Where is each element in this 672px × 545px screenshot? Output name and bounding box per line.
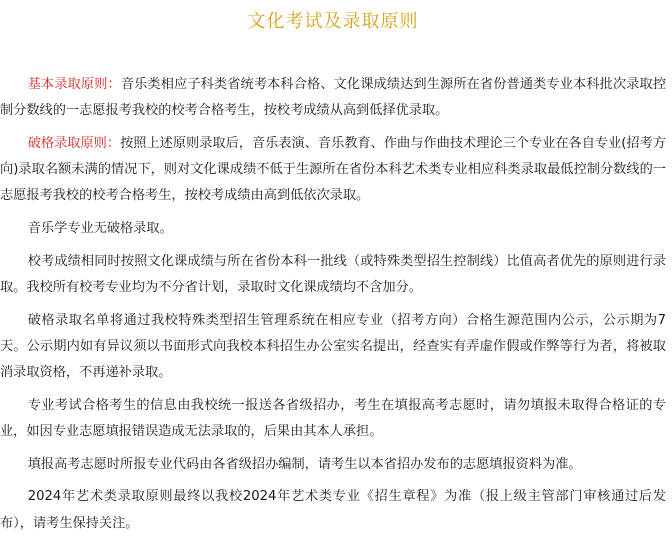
paragraph-qualified-info [0, 393, 666, 445]
paragraph-text: 音乐学专业无破格录取。 [27, 221, 173, 237]
paragraph-text: 专业考试合格考生的信息由我校统一报送各省级招办，考生在填报高考志愿时，请勿填报未取得合格证的专业，如因专业志愿填报错误造成无法录取的，后果由其本人承担。 [0, 397, 666, 439]
document-body [0, 72, 666, 537]
paragraph-exceptional-admission [0, 131, 666, 210]
paragraph-final-rules [0, 484, 666, 536]
paragraph-lead: 破格录取原则： [27, 135, 121, 151]
paragraph-musicology-note [0, 216, 666, 242]
paragraph-text: 破格录取名单将通过我校特殊类型招生管理系统在相应专业（招考方向）合格生源范围内公示，公示期为7天。公示期内如有异议须以书面形式向我校本科招生办公室实名提出，经查实有弄虚作假或作弊等行为者，将被取消录取资格，不再递补录取。 [0, 312, 666, 381]
paragraph-text: 填报高考志愿时所报专业代码由各省级招办编制，请考生以本省招办发布的志愿填报资料为准。 [27, 456, 582, 472]
paragraph-text: 音乐类相应子科类省统考本科合格、文化课成绩达到生源所在省份普通类专业本科批次录取控制分数线的一志愿报考我校的校考合格考生，按校考成绩从高到低择优录取。 [0, 77, 667, 119]
paragraph-lead: 基本录取原则： [27, 77, 121, 92]
paragraph-text: 按照上述原则录取后，音乐表演、音乐教育、作曲与作曲技术理论三个专业在各自专业(招考方向)录取名额未满的情况下，则对文化课成绩不低于生源所在省份本科艺术类专业相应科类录取最低控制分数线的一志愿报考我校的校考合格考生，按校考成绩由高到低依次录取。 [0, 135, 666, 204]
paragraph-public-notice [0, 308, 666, 387]
paragraph-text: 2024年艺术类录取原则最终以我校2024年艺术类专业《招生章程》为准（报上级主管部门审核通过后发布），请考生保持关注。 [0, 489, 666, 531]
paragraph-major-code [0, 452, 666, 478]
paragraph-basic-admission [0, 72, 666, 124]
page-title: 文化考试及录取原则 [247, 11, 419, 32]
paragraph-text: 校考成绩相同时按照文化课成绩与所在省份本科一批线（或特殊类型招生控制线）比值高者优先的原则进行录取。我校所有校考专业均为不分省计划，录取时文化课成绩均不含加分。 [0, 253, 666, 295]
paragraph-tie-breaker [0, 249, 666, 301]
